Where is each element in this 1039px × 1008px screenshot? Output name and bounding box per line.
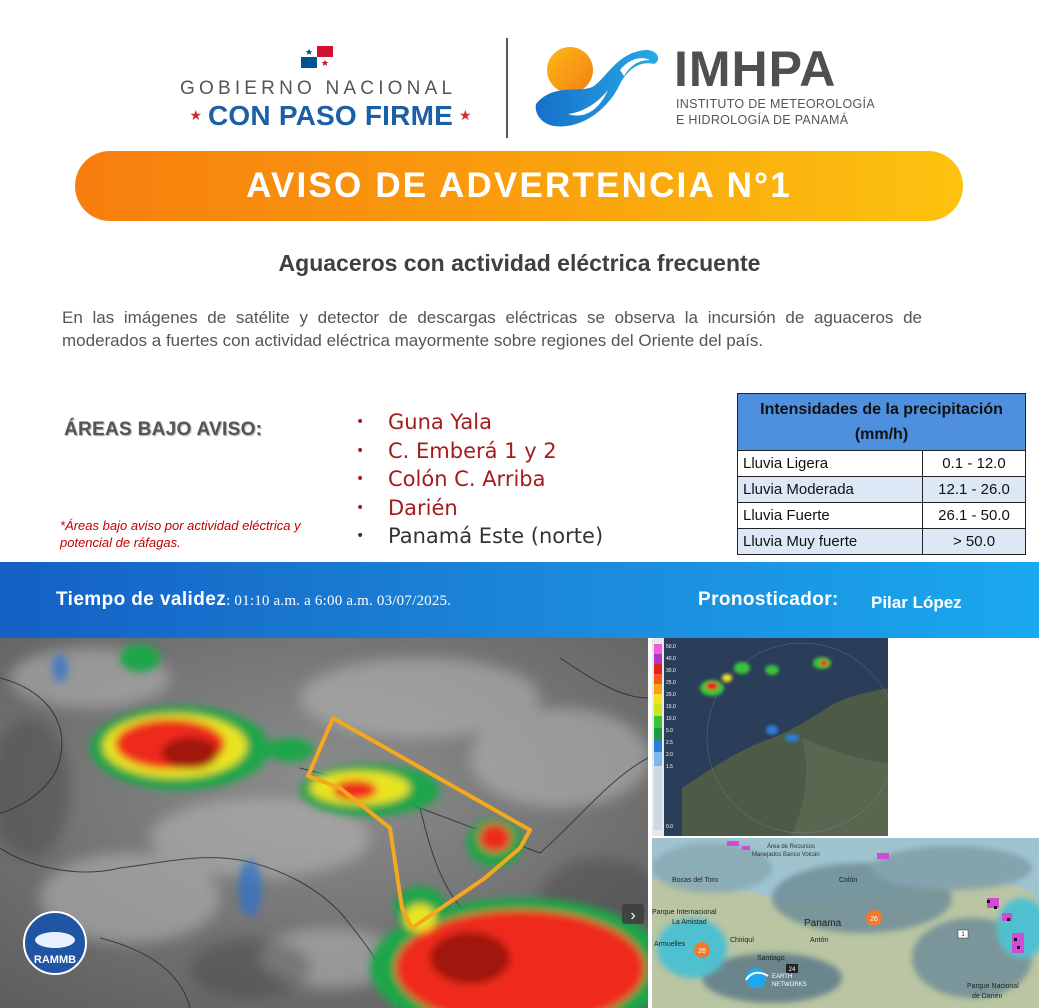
validity-value: : 01:10 a.m. a 6:00 a.m. 03/07/2025. bbox=[226, 593, 452, 609]
place-label: Área de Recursos bbox=[767, 844, 816, 850]
place-label: Bocas del Toro bbox=[672, 877, 719, 884]
forecaster-name: Pilar López bbox=[871, 593, 962, 612]
radar-scale-label: 2.0 bbox=[666, 752, 673, 758]
bullet-icon: • bbox=[356, 528, 365, 544]
place-label: Armuelles bbox=[654, 941, 686, 948]
area-label: Panamá Este (norte) bbox=[388, 524, 604, 548]
radar-scale-label: 10.0 bbox=[666, 716, 676, 722]
place-label: Antón bbox=[810, 937, 829, 944]
strike-count: 26 bbox=[698, 948, 706, 955]
earth-networks-text: NETWORKS bbox=[772, 982, 807, 988]
earth-networks-text: EARTH bbox=[772, 974, 793, 980]
warning-banner bbox=[75, 151, 963, 221]
radar-scale-label: 20.0 bbox=[666, 692, 676, 698]
chevron-right-icon[interactable]: › bbox=[630, 907, 636, 924]
place-label: La Amistad bbox=[672, 919, 707, 926]
header-divider bbox=[506, 38, 508, 138]
area-label: Colón C. Arriba bbox=[388, 467, 546, 491]
intensity-label: Lluvia Moderada bbox=[738, 477, 923, 503]
satellite-image bbox=[0, 638, 648, 1008]
intensity-value: 26.1 - 50.0 bbox=[923, 503, 1026, 529]
rammb-logo-text: RAMMB bbox=[33, 954, 77, 966]
area-item bbox=[356, 522, 603, 551]
intensity-label: Lluvia Muy fuerte bbox=[738, 529, 923, 555]
table-row bbox=[738, 451, 1026, 477]
intensity-value: 12.1 - 26.0 bbox=[923, 477, 1026, 503]
validity-label bbox=[56, 589, 451, 611]
star-icon: ★ bbox=[189, 108, 203, 124]
star-icon: ★ bbox=[458, 108, 472, 124]
radar-image bbox=[652, 638, 888, 836]
org-name: IMHPA bbox=[674, 41, 837, 97]
areas-list bbox=[356, 408, 603, 551]
radar-scale-label: 5.0 bbox=[666, 728, 673, 734]
bullet-icon: • bbox=[356, 471, 365, 487]
strike-count: 1 bbox=[961, 932, 965, 938]
imhpa-logo-icon bbox=[534, 42, 660, 134]
area-label: C. Emberá 1 y 2 bbox=[388, 438, 557, 463]
place-label: Chiriquí bbox=[730, 937, 755, 944]
radar-scale-label: 1.5 bbox=[666, 764, 673, 770]
place-label: Parque Internacional bbox=[652, 909, 717, 916]
table-row bbox=[738, 503, 1026, 529]
radar-scale-label: 50.0 bbox=[666, 644, 676, 650]
intensity-header: Intensidades de la precipitación (mm/h) bbox=[738, 394, 1026, 451]
strike-count: 24 bbox=[788, 967, 796, 973]
place-label: de Darién bbox=[972, 993, 1003, 1000]
areas-title: ÁREAS BAJO AVISO: bbox=[64, 419, 263, 440]
area-label: Guna Yala bbox=[388, 410, 492, 434]
radar-scale-label: 25.0 bbox=[666, 680, 676, 686]
warning-subtitle: Aguaceros con actividad eléctrica frecuente bbox=[278, 250, 761, 276]
government-line1: GOBIERNO NACIONAL bbox=[180, 78, 457, 99]
validity-title: Tiempo de validez bbox=[56, 589, 227, 610]
area-item bbox=[356, 494, 603, 523]
government-slogan: CON PASO FIRME bbox=[208, 100, 453, 131]
table-row bbox=[738, 477, 1026, 503]
forecaster-label: Pronosticador: bbox=[698, 589, 839, 610]
bullet-icon: • bbox=[356, 442, 365, 459]
area-item bbox=[356, 437, 603, 466]
panama-flag-icon bbox=[301, 46, 333, 68]
radar-scale-label: 30.0 bbox=[666, 668, 676, 674]
table-row bbox=[738, 529, 1026, 555]
government-line2 bbox=[178, 100, 483, 132]
intensity-label: Lluvia Fuerte bbox=[738, 503, 923, 529]
area-item bbox=[356, 465, 603, 494]
areas-note: *Áreas bajo aviso por actividad eléctrica y potencial de ráfagas. bbox=[60, 518, 301, 550]
radar-scale-label: 0.0 bbox=[666, 824, 673, 830]
warning-title: AVISO DE ADVERTENCIA N°1 bbox=[246, 166, 792, 205]
intensity-value: 0.1 - 12.0 bbox=[923, 451, 1026, 477]
lightning-map bbox=[652, 838, 1039, 1008]
area-label: Darién bbox=[388, 495, 458, 520]
bullet-icon: • bbox=[356, 414, 365, 430]
intensity-label: Lluvia Ligera bbox=[738, 451, 923, 477]
strike-count: 26 bbox=[870, 916, 878, 923]
warning-description: En las imágenes de satélite y detector de descargas eléctricas se observa la incursión de aguaceros de moderados a fuertes con actividad eléctrica mayormente sobre regiones del Oriente del país. bbox=[62, 308, 922, 350]
place-label: Santiago bbox=[757, 955, 785, 962]
radar-scale-label: 15.0 bbox=[666, 704, 676, 710]
org-subtitle-line2: E HIDROLOGÍA DE PANAMÁ bbox=[676, 113, 849, 127]
radar-scale-label: 40.0 bbox=[666, 656, 676, 662]
radar-scale-label: 2.5 bbox=[666, 740, 673, 746]
org-subtitle-line1: INSTITUTO DE METEOROLOGÍA bbox=[676, 97, 875, 111]
place-label: Colón bbox=[839, 877, 858, 884]
bullet-icon: • bbox=[356, 499, 365, 516]
intensity-value: > 50.0 bbox=[923, 529, 1026, 555]
place-label: Panama bbox=[804, 918, 842, 929]
place-label: Parque Nacional bbox=[967, 983, 1019, 990]
area-item bbox=[356, 408, 603, 437]
place-label: Manejados Banco Volcán bbox=[752, 852, 820, 858]
intensity-table bbox=[737, 393, 1026, 555]
intensity-header-row bbox=[738, 394, 1026, 451]
